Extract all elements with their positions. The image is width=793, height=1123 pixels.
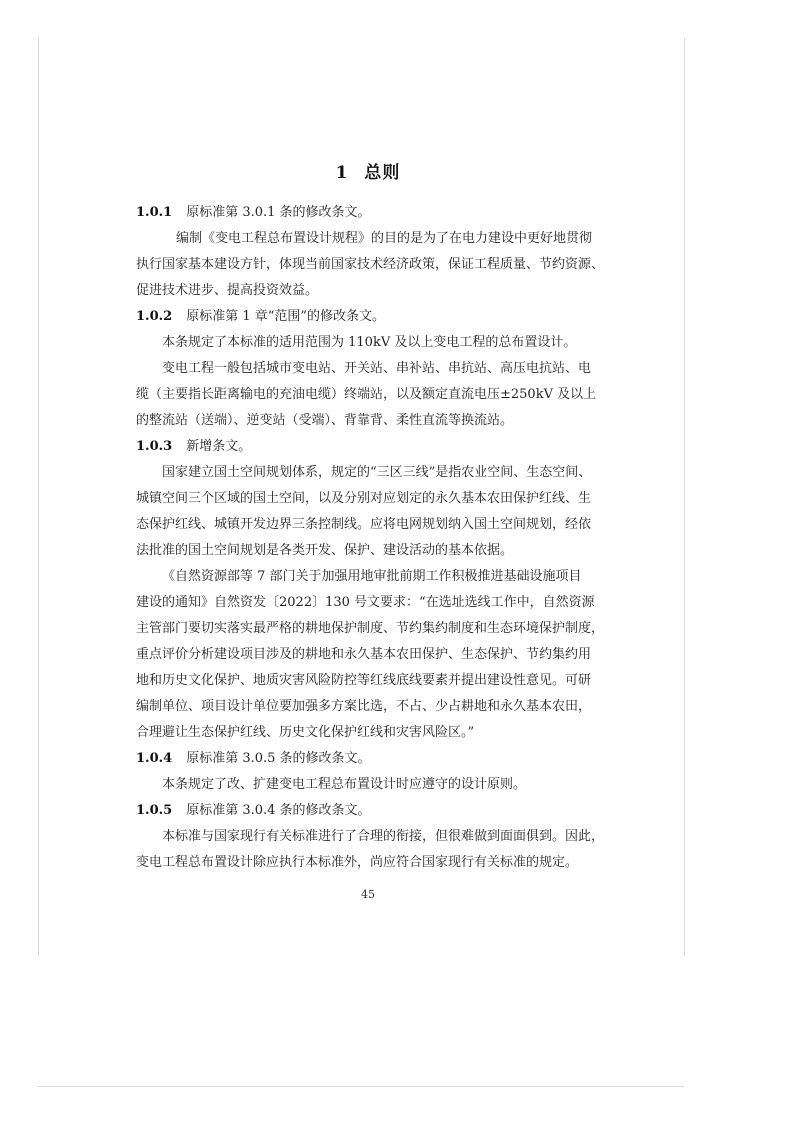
clause-heading-text: 新增条文。	[186, 439, 252, 454]
paragraph-line: 本标准与国家现行有关标准进行了合理的衔接，但很难做到面面俱到。因此，	[162, 829, 605, 844]
paragraph-line: 编制《变电工程总布置设计规程》的目的是为了在电力建设中更好地贯彻	[176, 231, 593, 246]
clause-heading-text: 原标准第 3.0.1 条的修改条文。	[186, 205, 371, 220]
chapter-heading: 总则	[364, 163, 401, 183]
paragraph-line: 《自然资源部等 7 部门关于加强用地审批前期工作积极推进基础设施项目	[162, 569, 582, 584]
paragraph-line: 促进技术进步、提高投资效益。	[136, 283, 319, 298]
paragraph-line: 法批准的国土空间规划是各类开发、保护、建设活动的基本依据。	[136, 543, 514, 558]
paragraph-line: 城镇空间三个区域的国土空间，以及分别对应划定的永久基本农田保护红线、生	[136, 491, 592, 506]
paragraph-line: 变电工程总布置设计除应执行本标准外，尚应符合国家现行有关标准的规定。	[136, 855, 579, 870]
paragraph-line: 本条规定了本标准的适用范围为 110kV 及以上变电工程的总布置设计。	[162, 335, 577, 350]
clause-heading	[136, 439, 251, 455]
paragraph-line: 编制单位、项目设计单位要加强多方案比选，不占、少占耕地和永久基本农田，	[136, 699, 592, 714]
paragraph-line: 地和历史文化保护、地质灾害风险防控等红线底线要素并提出建设性意见。可研	[136, 673, 592, 688]
paragraph-line: 态保护红线、城镇开发边界三条控制线。应将电网规划纳入国土空间规划，经依	[136, 517, 592, 532]
clause-number: 1.0.4	[136, 751, 173, 766]
page-left-border	[38, 38, 39, 956]
clause-number: 1.0.5	[136, 803, 173, 818]
paragraph-line: 国家建立国土空间规划体系，规定的“三区三线”是指农业空间、生态空间、	[162, 465, 592, 480]
paragraph-line: 执行国家基本建设方针，体现当前国家技术经济政策，保证工程质量、节约资源、	[136, 257, 605, 272]
paragraph-line: 本条规定了改、扩建变电工程总布置设计时应遵守的设计原则。	[162, 777, 527, 792]
page-number: 45	[361, 888, 375, 901]
clause-heading	[136, 205, 371, 221]
paragraph-line: 缆（主要指长距离输电的充油电缆）终端站，以及额定直流电压±250kV 及以上	[136, 387, 597, 402]
clause-heading-text: 原标准第 3.0.4 条的修改条文。	[186, 803, 371, 818]
paragraph-line: 合理避让生态保护红线、历史文化保护红线和灾害风险区。”	[136, 725, 475, 740]
clause-number: 1.0.3	[136, 439, 173, 454]
page-right-border	[684, 38, 685, 956]
chapter-number: 1	[335, 163, 349, 183]
chapter-title	[136, 158, 600, 183]
clause-heading	[136, 309, 385, 325]
clause-number: 1.0.2	[136, 309, 173, 324]
paragraph-line: 的整流站（送端）、逆变站（受端）、背靠背、柔性直流等换流站。	[136, 413, 514, 428]
paragraph-line: 变电工程一般包括城市变电站、开关站、串补站、串抗站、高压电抗站、电	[162, 361, 592, 376]
clause-heading-text: 原标准第 1 章“范围”的修改条文。	[186, 309, 386, 324]
clause-heading	[136, 751, 371, 767]
clause-heading	[136, 803, 371, 819]
clause-heading-text: 原标准第 3.0.5 条的修改条文。	[186, 751, 371, 766]
page-bottom-divider	[38, 1086, 684, 1087]
paragraph-line: 建设的通知》自然资发〔2022〕130 号文要求：“在选址选线工作中，自然资源	[136, 595, 595, 610]
clause-number: 1.0.1	[136, 205, 173, 220]
paragraph-line: 主管部门要切实落实最严格的耕地保护制度、节约集约制度和生态环境保护制度，	[136, 621, 605, 636]
paragraph-line: 重点评价分析建设项目涉及的耕地和永久基本农田保护、生态保护、节约集约用	[136, 647, 592, 662]
